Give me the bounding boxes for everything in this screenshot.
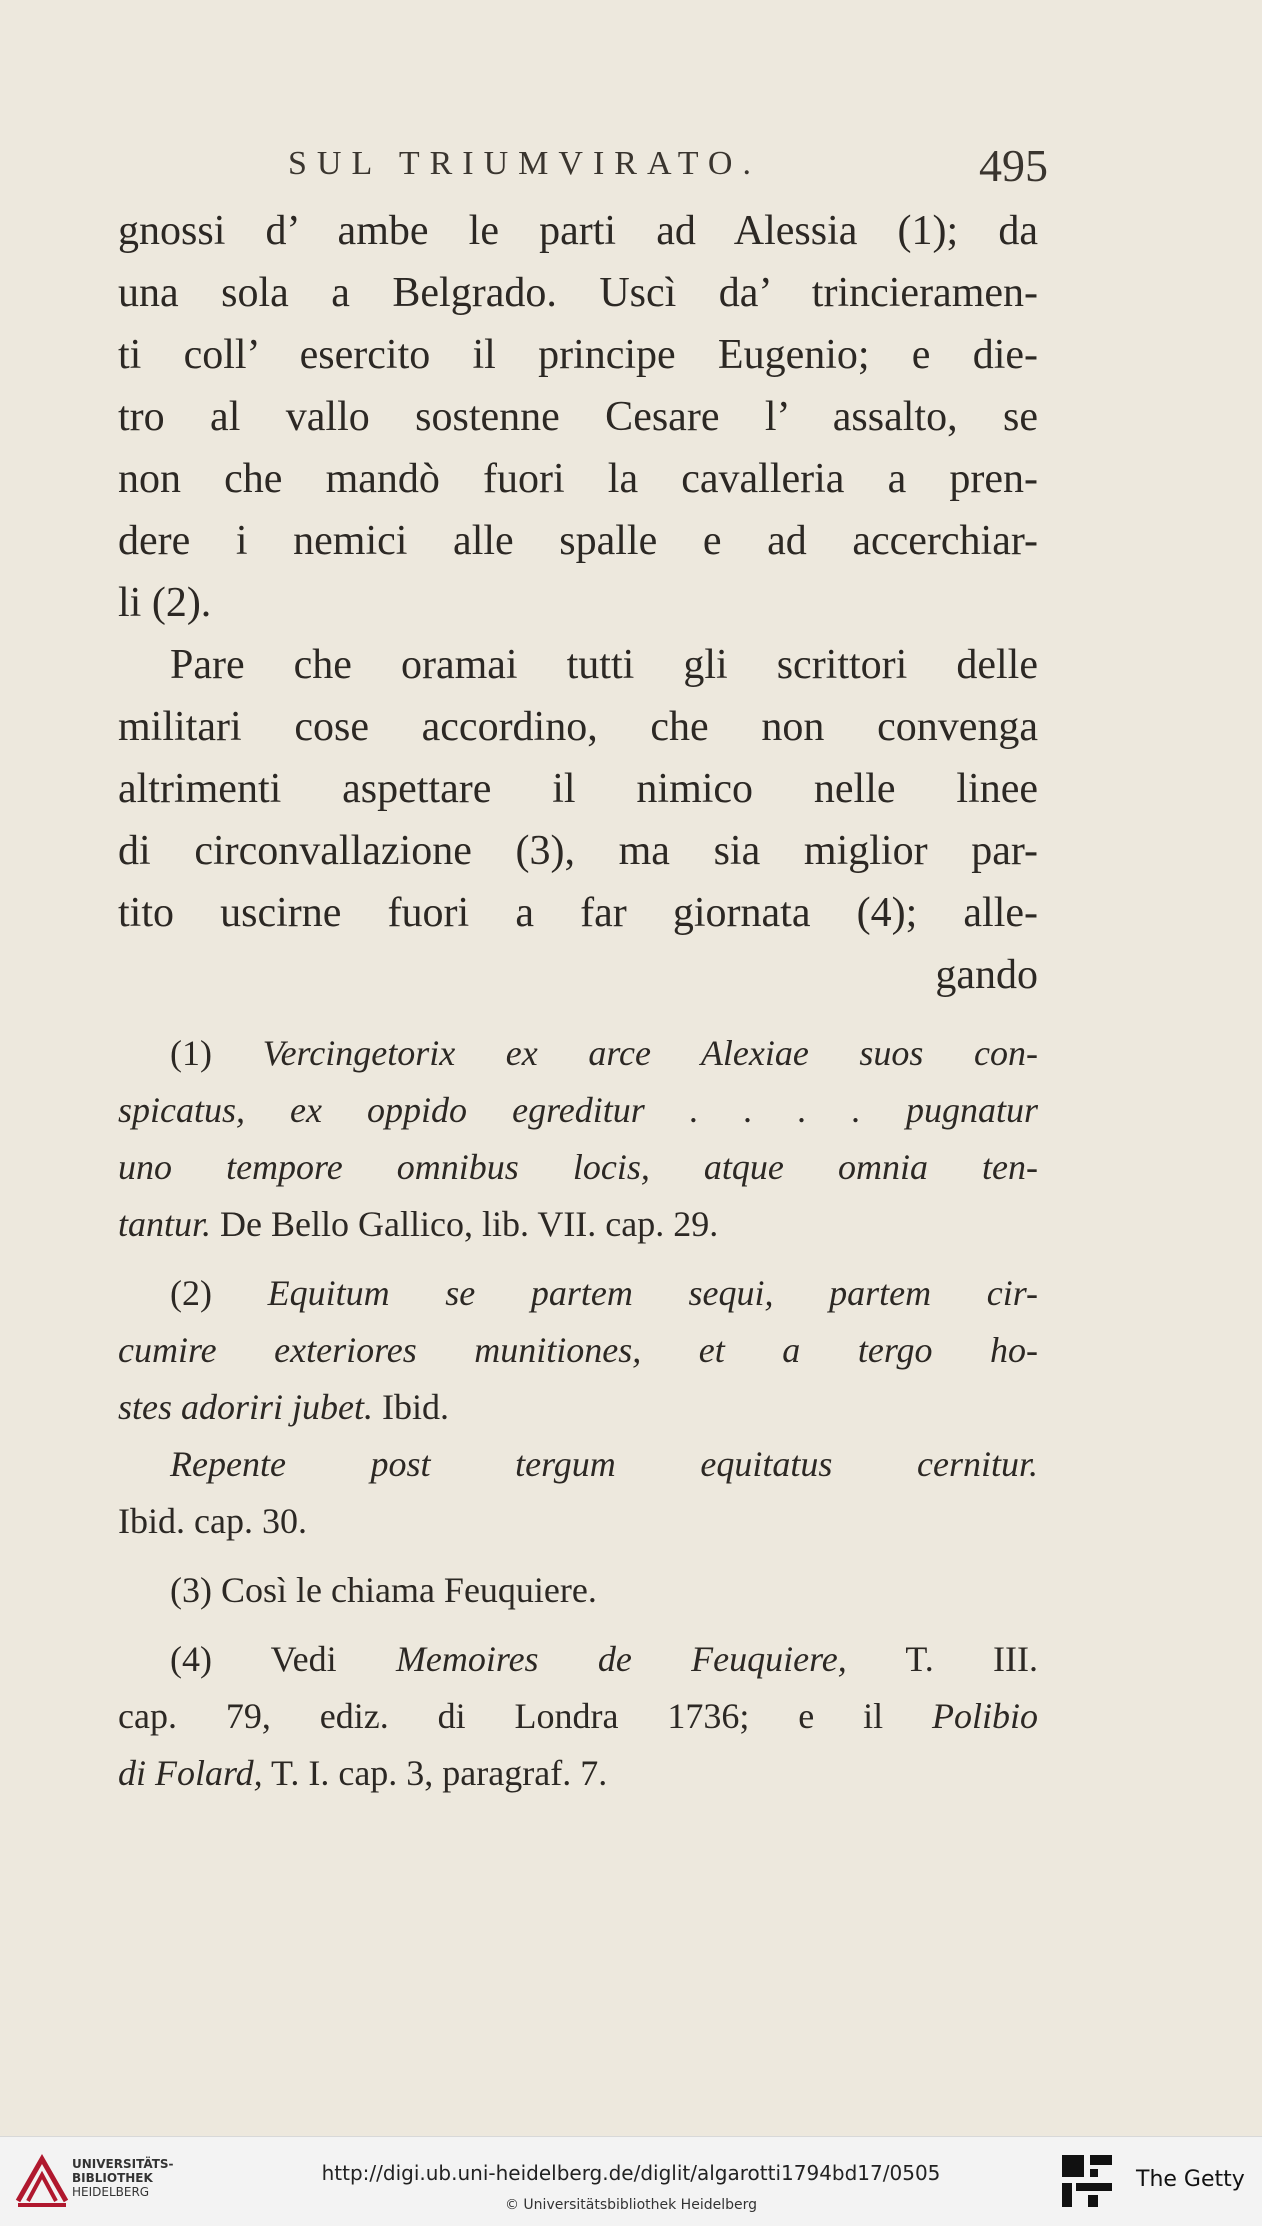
institution-line: BIBLIOTHEK <box>72 2171 153 2185</box>
note-line: cumire exteriores munitiones, et a tergo ho- <box>118 1330 1038 1370</box>
text-line: altrimenti aspettare il nimico nelle linee <box>118 766 1038 812</box>
note-latin: tantur. <box>118 1204 212 1244</box>
text-line: una sola a Belgrado. Uscì da’ trincieramen- <box>118 270 1038 316</box>
note-line <box>118 1025 1038 1082</box>
note-title: Memoires de Feuquiere, <box>395 1639 847 1679</box>
note-mark: (2) <box>170 1273 212 1313</box>
note-latin: stes adoriri jubet. <box>118 1387 374 1427</box>
text-line: li (2). <box>118 580 212 626</box>
text-line: di circonvallazione (3), ma sia miglior par- <box>118 828 1038 874</box>
note-citation: T. I. cap. 3, paragraf. 7. <box>271 1753 608 1793</box>
institution-line: UNIVERSITÄTS- <box>72 2157 174 2171</box>
getty-logo-icon <box>1060 2153 1116 2211</box>
footnote-1 <box>118 1025 1038 1253</box>
note-line: (3) Così le chiama Feuquiere. <box>170 1570 597 1610</box>
main-text <box>118 200 1038 1006</box>
note-line <box>118 1196 1038 1253</box>
page-header <box>118 140 1048 195</box>
page-number: 495 <box>979 140 1048 191</box>
footnote-3 <box>118 1562 1038 1619</box>
note-citation: cap. 79, ediz. di Londra 1736; e il <box>118 1696 884 1736</box>
note-line <box>118 1631 1038 1688</box>
running-title: SUL TRIUMVIRATO. <box>288 145 761 182</box>
text-line: militari cose accordino, che non convenga <box>118 704 1038 750</box>
note-line <box>118 1265 1038 1322</box>
note-mark: (4) Vedi <box>170 1639 337 1679</box>
note-line <box>118 1745 1038 1802</box>
note-mark: (1) <box>170 1033 212 1073</box>
note-line: spicatus, ex oppido egreditur . . . . pugnatur <box>118 1090 1038 1130</box>
note-latin: Vercingetorix ex arce Alexiae suos con- <box>262 1033 1038 1073</box>
note-line <box>118 1688 1038 1745</box>
footnotes <box>118 1025 1038 1814</box>
text-line: dere i nemici alle spalle e ad accerchiar- <box>118 518 1038 564</box>
note-title: di Folard, <box>118 1753 263 1793</box>
note-citation: Ibid. <box>382 1387 450 1427</box>
text-line: non che mandò fuori la cavalleria a pren- <box>118 456 1038 502</box>
text-line: tro al vallo sostenne Cesare l’ assalto, se <box>118 394 1038 440</box>
note-line <box>118 1379 1038 1436</box>
catchword: gando <box>935 952 1038 998</box>
note-citation: T. III. <box>905 1639 1038 1679</box>
copyright-notice: © Universitätsbibliothek Heidelberg <box>504 2197 757 2213</box>
institution-line: HEIDELBERG <box>72 2185 150 2199</box>
note-line: Repente post tergum equitatus cernitur. <box>170 1444 1038 1484</box>
text-line: tito uscirne fuori a far giornata (4); alle- <box>118 890 1038 936</box>
partner-name: The Getty <box>1136 2167 1245 2192</box>
footnote-4 <box>118 1631 1038 1802</box>
note-title: Polibio <box>932 1696 1039 1736</box>
note-line: Ibid. cap. 30. <box>118 1501 307 1541</box>
note-line: uno tempore omnibus locis, atque omnia ten- <box>118 1147 1038 1187</box>
footnote-2 <box>118 1265 1038 1550</box>
text-line: ti coll’ esercito il principe Eugenio; e die- <box>118 332 1038 378</box>
note-latin: Equitum se partem sequi, partem cir- <box>267 1273 1038 1313</box>
note-citation: De Bello Gallico, lib. VII. cap. 29. <box>220 1204 719 1244</box>
permalink-url[interactable]: http://digi.ub.uni-heidelberg.de/diglit/algarotti1794bd17/0505 <box>321 2161 941 2185</box>
text-line: gnossi d’ ambe le parti ad Alessia (1); da <box>118 208 1038 254</box>
text-line: Pare che oramai tutti gli scrittori delle <box>170 642 1038 688</box>
viewer-footer <box>0 2136 1262 2226</box>
